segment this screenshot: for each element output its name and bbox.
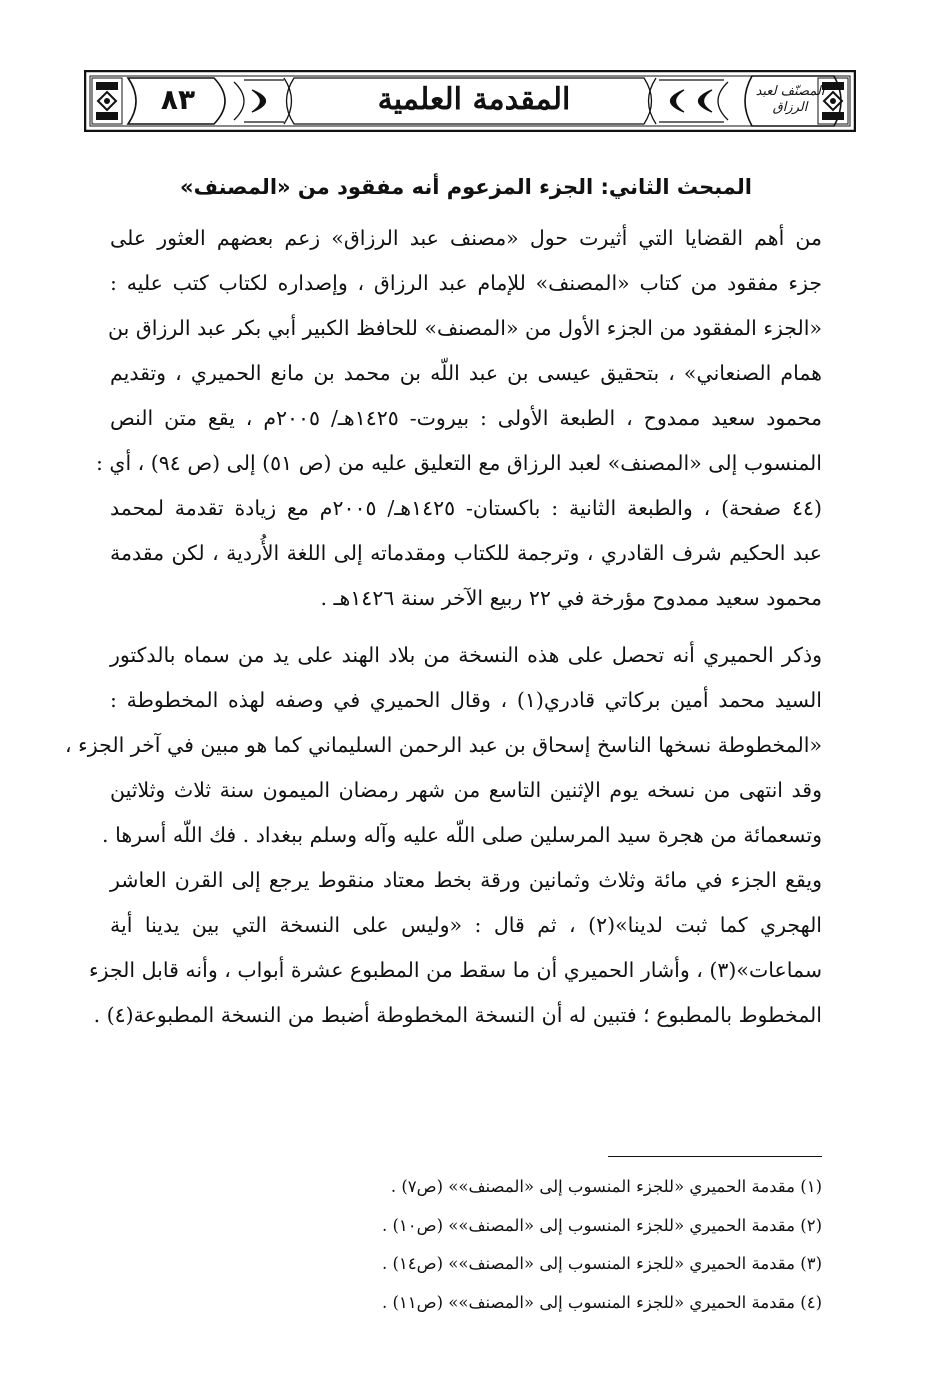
- left-ornament: [92, 78, 122, 124]
- page-header: [84, 70, 856, 132]
- text-line: ويقع الجزء في مائة وثلاث وثمانين ورقة بخط معتاد منقوط يرجع إلى القرن العاشر: [110, 868, 822, 892]
- text-line: محمود سعيد ممدوح ، الطبعة الأولى : بيروت- ١٤٢٥هـ/ ٢٠٠٥م ، يقع متن النص: [110, 406, 822, 430]
- text-line: وذكر الحميري أنه تحصل على هذه النسخة من بلاد الهند على يد من سماه بالدكتور: [110, 643, 822, 667]
- right-inner-ornament: [649, 78, 729, 124]
- text-line: عبد الحكيم شرف القادري ، وترجمة للكتاب ومقدماته إلى اللغة الأُردية ، لكن مقدمة: [110, 541, 822, 565]
- page-number: ٨٣: [160, 83, 196, 116]
- running-title: المقدمة العلمية: [377, 82, 571, 117]
- text-line: «الجزء المفقود من الجزء الأول من «المصنف» للحافظ الكبير أبي بكر عبد الرزاق بن: [108, 316, 822, 340]
- text-line: «المخطوطة نسخها الناسخ إسحاق بن عبد الرحمن السليماني كما هو مبين في آخر الجزء ،: [65, 733, 822, 757]
- footnote-1: (١) مقدمة الحميري «للجزء المنسوب إلى «المصنف»» (ص٧) .: [390, 1177, 822, 1196]
- section-heading: المبحث الثاني: الجزء المزعوم أنه مفقود من «المصنف»: [180, 175, 752, 199]
- main-content: [65, 170, 823, 1038]
- text-line: المنسوب إلى «المصنف» لعبد الرزاق مع التعليق عليه من (ص ٥١) إلى (ص ٩٤) ، أي :: [95, 451, 822, 475]
- footnote-4: (٤) مقدمة الحميري «للجزء المنسوب إلى «المصنف»» (ص١١) .: [381, 1292, 822, 1312]
- text-line: همام الصنعاني» ، بتحقيق عيسى بن عبد اللّه بن محمد بن مانع الحميري ، وتقديم: [110, 361, 822, 385]
- footnote-3: (٣) مقدمة الحميري «للجزء المنسوب إلى «المصنف»» (ص١٤) .: [381, 1254, 822, 1273]
- text-line: وقد انتهى من نسخه يوم الإثنين التاسع من شهر رمضان الميمون سنة ثلاث وثلاثين: [110, 778, 822, 802]
- footnote-2: (٢) مقدمة الحميري «للجزء المنسوب إلى «المصنف»» (ص١٠) .: [381, 1215, 822, 1235]
- left-inner-ornament: [234, 78, 292, 124]
- text-line: وتسعمائة من هجرة سيد المرسلين صلى اللّه عليه وآله وسلم ببغداد . فك اللّه أسرها .: [102, 823, 822, 847]
- text-line: محمود سعيد ممدوح مؤرخة في ٢٢ ربيع الآخر سنة ١٤٢٦هـ .: [320, 586, 822, 610]
- text-line: السيد محمد أمين بركاتي قادري(١) ، وقال الحميري في وصفه لهذه المخطوطة :: [110, 688, 822, 712]
- footnote-separator: [608, 1156, 822, 1157]
- footnotes: [110, 1168, 822, 1322]
- paragraph-1: [95, 216, 823, 621]
- publisher-logo: [748, 76, 832, 124]
- text-line: جزء مفقود من كتاب «المصنف» للإمام عبد الرزاق ، وإصداره لكتاب كتب عليه :: [110, 271, 822, 295]
- text-line: (٤٤ صفحة) ، والطبعة الثانية : باكستان- ١٤٢٥هـ/ ٢٠٠٥م مع زيادة تقدمة لمحمد: [110, 496, 823, 520]
- logo-text: المصنّف لعبد الرزاق: [755, 84, 825, 115]
- text-line: الهجري كما ثبت لدينا»(٢) ، ثم قال : «وليس على النسخة التي بين يدينا أية: [110, 913, 823, 937]
- text-line: المخطوط بالمطبوع ؛ فتبين له أن النسخة المخطوطة أضبط من النسخة المطبوعة(٤) .: [93, 1003, 822, 1027]
- text-line: من أهم القضايا التي أثيرت حول «مصنف عبد الرزاق» زعم بعضهم العثور على: [110, 226, 822, 250]
- paragraph-2: [65, 633, 823, 1038]
- text-line: سماعات»(٣) ، وأشار الحميري أن ما سقط من المطبوع عشرة أبواب ، وأنه قابل الجزء: [89, 958, 822, 982]
